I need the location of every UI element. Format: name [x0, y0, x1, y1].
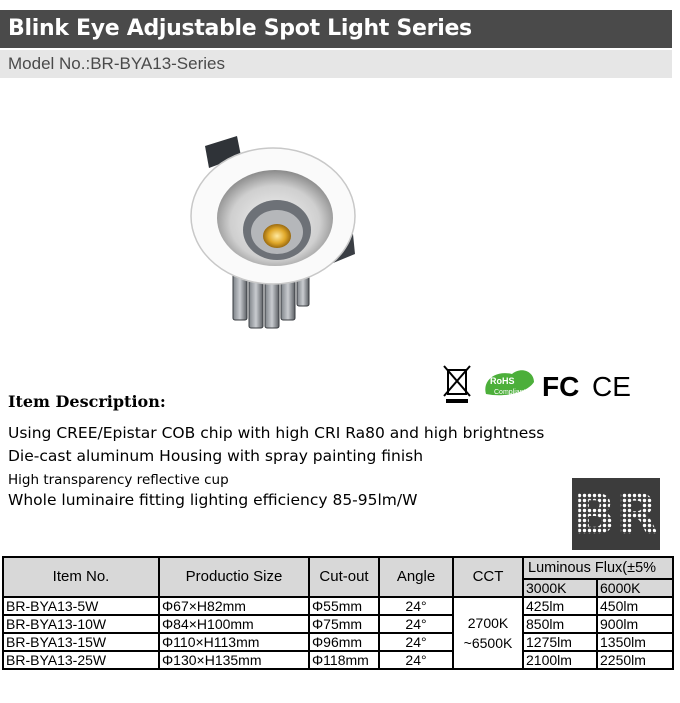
cell-item: BR-BYA13-5W — [3, 597, 159, 615]
svg-text:BR: BR — [573, 483, 659, 548]
cell-flux-3000k: 850lm — [523, 615, 597, 633]
cell-size: Φ67×H82mm — [159, 597, 309, 615]
br-logo — [572, 478, 660, 550]
page-title: Blink Eye Adjustable Spot Light Series — [0, 10, 672, 48]
cell-flux-6000k: 450lm — [597, 597, 673, 615]
cell-cutout: Φ118mm — [309, 651, 379, 669]
description-line: High transparency reflective cup — [8, 472, 229, 488]
cct-value-end: ~6500K — [463, 635, 513, 651]
weee-bin-icon — [444, 366, 470, 403]
ce-icon: CE — [592, 371, 631, 402]
cell-item: BR-BYA13-10W — [3, 615, 159, 633]
cell-item: BR-BYA13-25W — [3, 651, 159, 669]
cell-cct — [453, 597, 523, 669]
fcc-icon: FC — [542, 371, 580, 402]
cell-flux-6000k: 1350lm — [597, 633, 673, 651]
header-product-size: Productio Size — [159, 557, 309, 597]
header-luminous-flux: Luminous Flux(±5% — [523, 557, 673, 579]
certification-icons — [442, 362, 642, 406]
svg-text:RoHS: RoHS — [490, 376, 515, 386]
header-cut-out: Cut-out — [309, 557, 379, 597]
item-description-title: Item Description: — [8, 392, 166, 411]
table-row — [3, 633, 673, 651]
header-cct: CCT — [453, 557, 523, 597]
header-flux-6000k: 6000K — [597, 579, 673, 597]
cell-size: Φ130×H135mm — [159, 651, 309, 669]
cell-angle: 24° — [379, 597, 453, 615]
header-angle: Angle — [379, 557, 453, 597]
cell-angle: 24° — [379, 651, 453, 669]
svg-text:Compliant: Compliant — [494, 389, 526, 396]
rohs-icon — [485, 370, 534, 396]
description-line: Whole luminaire fitting lighting efficiency 85-95lm/W — [8, 491, 418, 509]
description-line: Using CREE/Epistar COB chip with high CRI Ra80 and high brightness — [8, 424, 545, 442]
cell-size: Φ84×H100mm — [159, 615, 309, 633]
header-flux-3000k: 3000K — [523, 579, 597, 597]
cell-flux-3000k: 425lm — [523, 597, 597, 615]
cell-cutout: Φ96mm — [309, 633, 379, 651]
cell-cutout: Φ75mm — [309, 615, 379, 633]
description-line: Die-cast aluminum Housing with spray painting finish — [8, 447, 424, 465]
cell-item: BR-BYA13-15W — [3, 633, 159, 651]
cell-flux-3000k: 2100lm — [523, 651, 597, 669]
table-row — [3, 597, 673, 615]
header-item-no: Item No. — [3, 557, 159, 597]
cell-flux-6000k: 900lm — [597, 615, 673, 633]
cell-flux-6000k: 2250lm — [597, 651, 673, 669]
product-image — [185, 128, 365, 338]
model-number: Model No.:BR-BYA13-Series — [0, 50, 672, 78]
spec-table — [2, 556, 674, 670]
cell-flux-3000k: 1275lm — [523, 633, 597, 651]
table-row — [3, 615, 673, 633]
table-row — [3, 651, 673, 669]
cct-value-start: 2700K — [467, 615, 509, 631]
cell-angle: 24° — [379, 615, 453, 633]
cell-angle: 24° — [379, 633, 453, 651]
cell-size: Φ110×H113mm — [159, 633, 309, 651]
cell-cutout: Φ55mm — [309, 597, 379, 615]
